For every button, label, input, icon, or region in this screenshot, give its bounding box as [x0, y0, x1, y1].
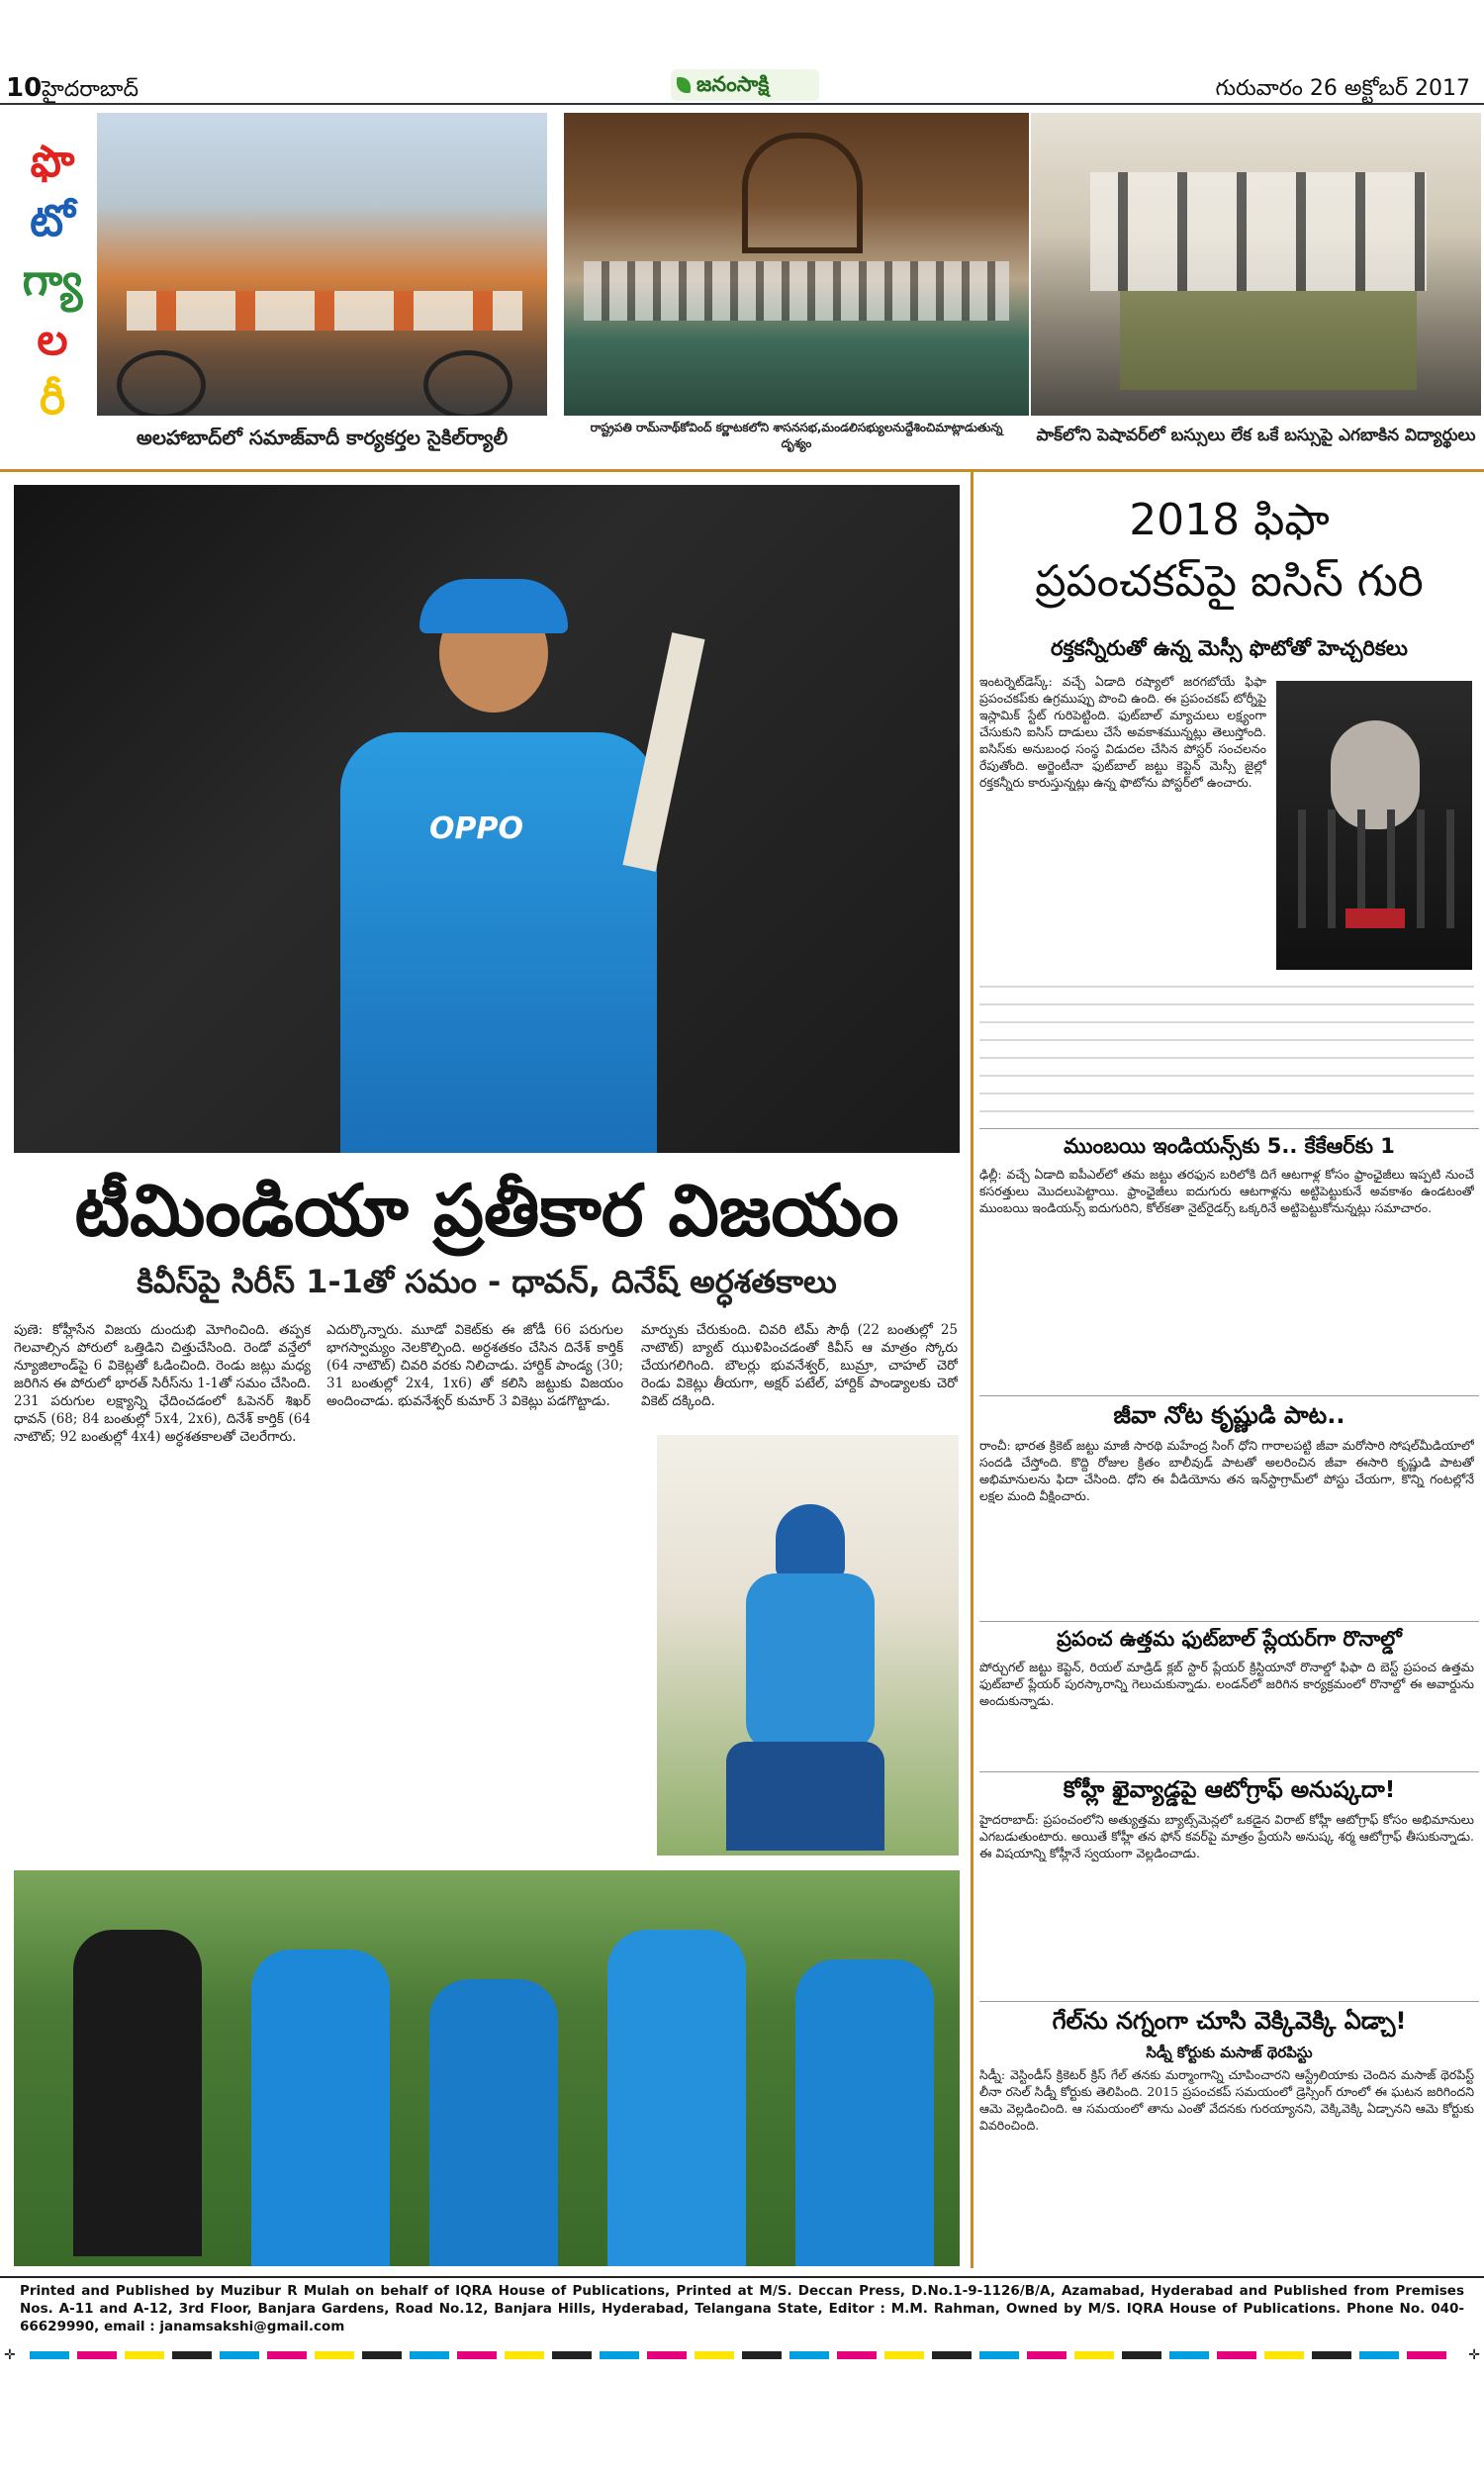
inline-photo-karthik [657, 1435, 959, 1856]
main-photo-dhawan [14, 485, 960, 1153]
column-divider [971, 472, 974, 2268]
paper-logo [671, 69, 819, 101]
registration-mark-right: ✛ [1468, 2347, 1480, 2363]
gallery-caption-3: పాక్‌లోని పెషావర్‌లో బస్సులు లేక ఒకే బస్సుపై ఎగబాకిన విద్యార్థులు [1036, 426, 1476, 445]
issue-date: గురువారం 26 అక్టోబర్ 2017 [1215, 76, 1470, 101]
celebration-photo [14, 1870, 960, 2266]
fifa-poster-photo [1276, 681, 1472, 970]
main-body-col1: పుణె: కోహ్లీసేన విజయ దుందుభి మోగించింది. తప్పక గెలవాల్సిన పోరులో ఒత్తిడిని చిత్తుచేసింది. రెండో వన్డేలో న్యూజిలాండ్‌పై 6 వికెట్లతో ఓడించింది. రెండు జట్లు మధ్య జరిగిన ఈ పోరులో భారత్ సిరీస్‌ను 1-1తో సమం చేసింది. 231 పరుగుల లక్ష్యాన్ని ఛేదించడంలో ఓపెనర్ శిఖర్ ధావన్ (68; 84 బంతుల్లో 5x4, 2x6), దినేశ్ కార్తిక్ (64 నాటౌట్; 92 బంతుల్లో 4x4) అర్ధశతకాలతో చెలరేగారు. [14, 1322, 311, 1445]
gayle-headline: గేల్‌ను నగ్నంగా చూసి వెక్కివెక్కి ఏడ్చా! [979, 2001, 1479, 2038]
main-headline: టీమిండియా ప్రతీకార విజయం [74, 1169, 899, 1252]
city-label: హైదరాబాద్ [42, 77, 139, 102]
mumbai-body: ఢిల్లీ: వచ్చే ఏడాది ఐపీఎల్‌లో తమ జట్టు తరఫున బరిలోకి దిగే ఆటగాళ్ల కోసం ఫ్రాంఛైజీలు ఇప్పటి నుంచే కసరత్తులు మొదలుపెట్టాయి. ఫ్రాంఛైజీలు ఐదుగురు ఆటగాళ్లను అట్టిపెట్టుకునే అవకాశం ఉండటంతో ముంబయి ఇండియన్స్ ఐదుగురిని, కోల్‌కతా నైట్‌రైడర్స్ ఒక్కరినే అట్టిపెట్టుకోనున్నట్లు సమాచారం. [979, 1167, 1474, 1215]
registration-mark-left: ✛ [4, 2347, 16, 2363]
logo-leaf-icon [677, 77, 691, 93]
fifa-body: ఇంటర్నెట్‌డెస్క్: వచ్చే ఏడాది రష్యాలో జరగబోయే ఫిఫా ప్రపంచకప్‌కు ఉగ్రముప్పు పొంచి ఉంది. ఈ ప్రపంచకప్ టోర్నీపై ఇస్లామిక్ స్టేట్ గురిపెట్టింది. ఫుట్‌బాల్ మ్యాచులు లక్ష్యంగా చేసుకుని ఐసిస్ దాడులు చేసే అవకాశమున్నట్లు తెలుస్తోంది. ఐసిస్‌కు అనుబంధ సంస్థ విడుదల చేసిన పోస్టర్ సంచలనం రేపుతోంది. అర్జెంటీనా ఫుట్‌బాల్ జట్టు కెప్టెన్ మెస్సీ జైల్లో రక్తకన్నీరు కారుస్తున్నట్లు ఉన్న ఫొటోను పోస్టర్‌లో ఉంచారు. [979, 674, 1266, 790]
main-body-col2: ఎదుర్కొన్నారు. మూడో వికెట్‌కు ఈ జోడీ 66 పరుగుల భాగస్వామ్యం నెలకొల్పింది. అర్ధశతకం చేసిన దినేశ్ కార్తిక్ (64 నాటౌట్) చివరి వరకు నిలిచాడు. హార్దిక్ పాండ్య (30; 31 బంతుల్లో 2x4, 1x6) తో కలిసి జట్టుకు విజయం అందించాడు. భువనేశ్వర్ కుమార్ 3 వికెట్లు పడగొట్టాడు. [326, 1322, 623, 1409]
gallery-photo-cycle-rally [97, 113, 547, 416]
fifa-subhead: రక్తకన్నీరుతో ఉన్న మెస్సీ ఫొటోతో హెచ్చరికలు [1051, 636, 1408, 660]
gallery-label-char: టో [30, 196, 75, 246]
page-number: 10 [6, 73, 43, 103]
gayle-subhead: సిడ్నీ కోర్టుకు మసాజ్ థెరపిస్టు [1146, 2044, 1313, 2061]
gallery-caption-2: రాష్ట్రపతి రామ్‌నాథ్‌కోవింద్ కర్ణాటకలోని శాసనసభ,మండలిసభ్యులనుద్దేశించిమాట్లాడుతున్న దృశ్యం [590, 421, 1003, 450]
gayle-body: సిడ్నీ: వెస్టిండీస్ క్రికెటర్ క్రిస్ గేల్ తనకు మర్మాంగాన్ని చూపించారని ఆస్ట్రేలియాకు చెందిన మసాజ్ థెరపిస్ట్ లీనా రసెల్ సిడ్నీ కోర్టుకు తెలిపింది. 2015 ప్రపంచకప్ సమయంలో డ్రెస్సింగ్ రూంలో ఈ ఘటన జరిగిందని ఆమె వెల్లడించింది. ఆ సమయంలో తాను ఎంతో వేదనకు గురయ్యానని, వెక్కివెక్కి ఏడ్చానని ఆమె కోర్టుకు వివరించింది. [979, 2067, 1474, 2133]
jersey-text: OPPO [429, 811, 523, 846]
masthead [0, 0, 1484, 103]
kohli-headline: కోహ్లీ ఖైవ్యాడ్డపై ఆటోగ్రాఫ్ అనుష్కదా! [979, 1771, 1479, 1806]
gallery-label-char: ఫొ [30, 137, 75, 187]
paper-name: జనంసాక్షి [696, 72, 770, 96]
jeeva-headline: జీవా నోట కృష్ణుడి పాట.. [979, 1395, 1479, 1432]
photo-gallery [0, 105, 1484, 466]
fifa-body-cont [979, 980, 1474, 1128]
gallery-label-char: రీ [39, 374, 66, 425]
registration-strip [0, 2347, 1484, 2363]
footer-rule [0, 2276, 1484, 2278]
footer-imprint: Printed and Published by Muzibur R Mulah on behalf of IQRA House of Publications, Printed at M/S. Deccan Press, D.No.1-9-1126/B/A, Azamabad, Hyderabad and Published from Premises Nos. A-11 and A-12, 3rd Floor, Banjara Gardens, Road No.12, Banjara Hills, Hyderabad, Telangana State, Editor : M.M. Rahman, Owned by M/S. IQRA House of Publications. Phone No. 040-66629990, email : janamsakshi@gmail.com [20, 2283, 1464, 2334]
gallery-photo-peshawar-bus [1031, 113, 1481, 416]
gallery-bottom-rule [0, 469, 1484, 472]
main-body-col3: మార్పుకు చేరుకుంది. చివరి టిమ్ సౌథీ (22 బంతుల్లో 25 నాటౌట్) బ్యాట్ ఝుళిపించడంతో కివీస్ ఆ మాత్రం స్కోరు చేయగలిగింది. బౌలర్లు భువనేశ్వర్, బుమ్రా, చాహల్ చెరో రెండు వికెట్లు తీయగా, అక్షర్ పటేల్, హార్దిక్ పాండ్యాలకు చెరో వికెట్ దక్కింది. [641, 1322, 958, 1409]
gallery-label-char: గ్యా [22, 255, 83, 306]
main-subheadline: కివీస్‌పై సిరీస్ 1-1తో సమం - ధావన్, దినేష్ అర్ధశతకాలు [137, 1263, 837, 1300]
fifa-headline-2: ప్రపంచకప్‌పై ఐసిస్ గురి [1035, 556, 1424, 607]
gallery-photo-assembly [564, 113, 1029, 416]
gallery-label-char: ల [37, 315, 68, 365]
mumbai-headline: ముంబయి ఇండియన్స్‌కు 5.. కేకేఆర్‌కు 1 [979, 1128, 1479, 1161]
fifa-headline-1: 2018 ఫిఫా [1129, 495, 1330, 545]
gallery-side-label [8, 137, 97, 439]
kohli-body: హైదరాబాద్: ప్రపంచంలోని అత్యుత్తమ బ్యాట్స్‌మెన్లలో ఒకడైన విరాట్ కోహ్లీ ఆటోగ్రాఫ్ కోసం అభిమానులు ఎగబడుతుంటారు. అయితే కోహ్లీ తన ఫోన్ కవర్‌పై మాత్రం ప్రేయసి అనుష్క శర్మ ఆటోగ్రాఫ్ తీసుకున్నాడు. ఈ విషయాన్ని కోహ్లీనే స్వయంగా వెల్లడించాడు. [979, 1812, 1474, 1860]
jeeva-body: రాంచీ: భారత క్రికెట్ జట్టు మాజీ సారథి మహేంద్ర సింగ్ ధోని గారాలపట్టి జీవా మరోసారి సోషల్‌మీడియాలో సందడి చేస్తోంది. కొద్ది రోజుల క్రితం బాలీవుడ్ పాటతో అలరించిన జీవా ఈసారి కృష్ణుడి పాటతో అభిమానులను ఫిదా చేసింది. ధోని ఈ వీడియోను తన ఇన్‌స్టాగ్రామ్‌లో పోస్టు చేయగా, కొన్ని గంటల్లోనే లక్షల మంది వీక్షించారు. [979, 1438, 1474, 1503]
ronaldo-body: పోర్చుగల్ జట్టు కెప్టెన్, రియల్ మాడ్రిడ్ క్లబ్ స్టార్ ప్లేయర్ క్రిస్టియానో రొనాల్డో ఫిఫా ది బెస్ట్ ప్రపంచ ఉత్తమ ఫుట్‌బాల్ ప్లేయర్ పురస్కారాన్ని గెలుచుకున్నాడు. లండన్‌లో జరిగిన కార్యక్రమంలో రొనాల్డో ఈ అవార్డును అందుకున్నాడు. [979, 1660, 1474, 1708]
gallery-caption-1: అలహాబాద్‌లో సమాజ్‌వాదీ కార్యకర్తల సైకిల్‌ర్యాలీ [136, 426, 509, 449]
ronaldo-headline: ప్రపంచ ఉత్తమ ఫుట్‌బాల్ ప్లేయర్‌గా రొనాల్డో [979, 1621, 1479, 1654]
